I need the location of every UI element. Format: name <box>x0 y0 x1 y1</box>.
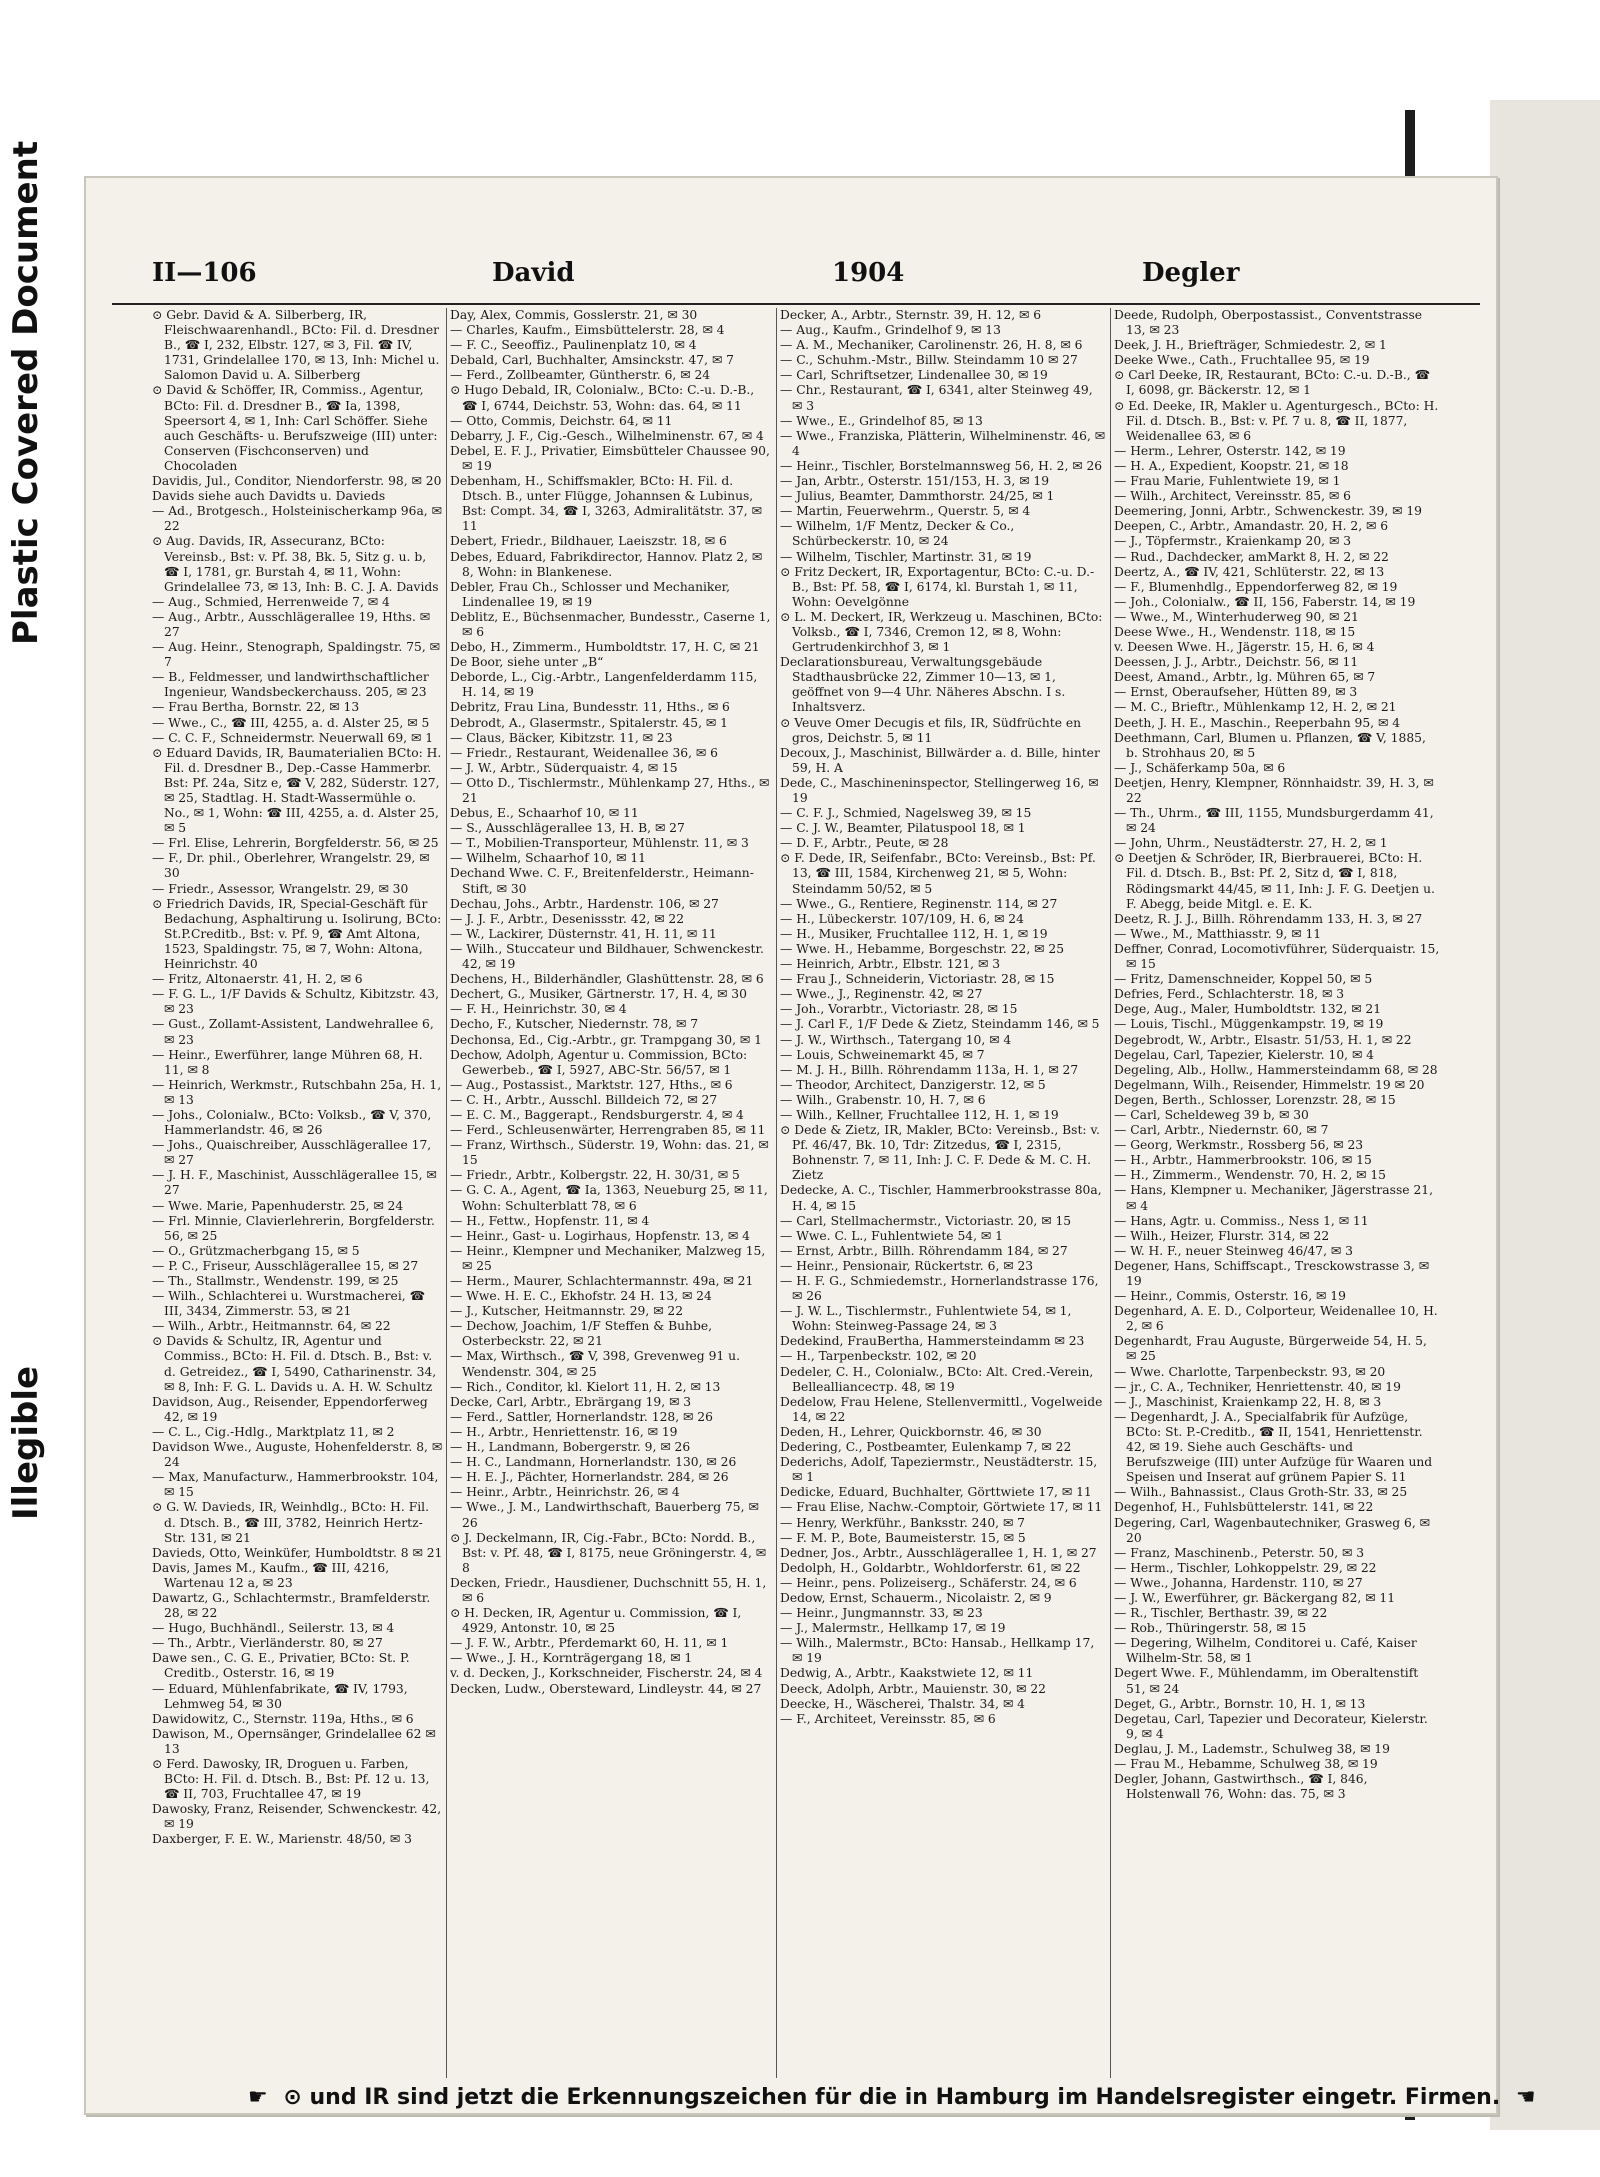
directory-entry: — Eduard, Mühlenfabrikate, ☎ IV, 1793, Lehmweg 54, ✉ 30 <box>152 1681 408 1711</box>
directory-entry: — Heinr., pens. Polizeiserg., Schäferstr. 24, ✉ 6 <box>780 1575 1077 1590</box>
directory-entry: — Heinr., Ewerführer, lange Mühren 68, H. 11, ✉ 8 <box>152 1047 423 1077</box>
directory-entry: — W. H. F., neuer Steinweg 46/47, ✉ 3 <box>1114 1243 1353 1258</box>
directory-entry: De Boor, siehe unter „B“ <box>450 655 604 670</box>
directory-entry: Deblitz, E., Büchsenmacher, Bundesstr., Caserne 1, ✉ 6 <box>450 609 771 639</box>
directory-entry: Deethmann, Carl, Blumen u. Pflanzen, ☎ V, 1885, b. Strohhaus 20, ✉ 5 <box>1114 730 1426 760</box>
header-rule <box>112 303 1480 305</box>
page-footer <box>240 2085 1536 2119</box>
directory-entry: — Wilh., Stuccateur und Bildhauer, Schwenckestr. 42, ✉ 19 <box>450 941 764 972</box>
right-running-head: Degler <box>1142 258 1240 288</box>
directory-entry: Deffner, Conrad, Locomotivführer, Süderquaistr. 15, ✉ 15 <box>1114 941 1440 972</box>
directory-entry: — C. H., Arbtr., Ausschl. Billdeich 72, ✉ 27 <box>450 1092 718 1107</box>
directory-entry: — Frl. Minnie, Clavierlehrerin, Borgfelderstr. 56, ✉ 25 <box>152 1213 435 1243</box>
directory-entry: — Wwe. H., Hebamme, Borgeschstr. 22, ✉ 25 <box>780 941 1065 956</box>
directory-entry: — Th., Uhrm., ☎ III, 1155, Mundsburgerdamm 41, ✉ 24 <box>1114 806 1434 836</box>
directory-entry: — Frau M., Hebamme, Schulweg 38, ✉ 19 <box>1114 1757 1378 1771</box>
directory-entry: — Aug., Schmied, Herrenweide 7, ✉ 4 <box>152 594 390 609</box>
directory-entry: Deget, G., Arbtr., Bornstr. 10, H. 1, ✉ 13 <box>1114 1696 1366 1711</box>
pointing-hand-icon: ☚ <box>1515 2085 1536 2110</box>
directory-entry: — Ferd., Zollbeamter, Güntherstr. 6, ✉ 24 <box>450 368 711 383</box>
directory-entry: Debenham, H., Schiffsmakler, BCto: H. Fil. d. Dtsch. B., unter Flügge, Johannsen & Lubinus, Bst: Compt. 34, ☎ I, 3263, Admiralitätstr. 37, ✉ 11 <box>450 474 762 534</box>
directory-entry: — Wwe., G., Rentiere, Reginenstr. 114, ✉ 27 <box>780 896 1058 911</box>
directory-entry: — Hugo, Buchhändl., Seilerstr. 13, ✉ 4 <box>152 1621 395 1636</box>
directory-entry: Deek, J. H., Briefträger, Schmiedestr. 2, ✉ 1 <box>1114 338 1387 353</box>
directory-entry: ⊙ Hugo Debald, IR, Colonialw., BCto: C.-u. D.-B., ☎ I, 6744, Deichstr. 53, Wohn: das. 64, ✉ 11 <box>450 383 755 413</box>
directory-entry: Deeke Wwe., Cath., Fruchtallee 95, ✉ 19 <box>1114 353 1370 368</box>
directory-entry: — Chr., Restaurant, ☎ I, 6341, alter Steinweg 49, ✉ 3 <box>780 383 1093 413</box>
directory-entry: — Fritz, Altonaerstr. 41, H. 2, ✉ 6 <box>152 972 363 987</box>
directory-entry: — Heinrich, Werkmstr., Rutschbahn 25a, H. 1, ✉ 13 <box>152 1077 442 1107</box>
directory-entry: Dedekind, FrauBertha, Hammersteindamm ✉ 23 <box>780 1334 1085 1349</box>
directory-entry: — H., Arbtr., Henriettenstr. 16, ✉ 19 <box>450 1424 678 1439</box>
directory-entry: — Wwe. C. L., Fuhlentwiete 54, ✉ 1 <box>780 1228 1003 1243</box>
directory-entry: Dawison, M., Opernsänger, Grindelallee 62 ✉ 13 <box>152 1726 436 1756</box>
directory-entry: Debert, Friedr., Bildhauer, Laeiszstr. 18, ✉ 6 <box>450 534 727 549</box>
directory-entry: Dechens, H., Bilderhändler, Glashüttenstr. 28, ✉ 6 <box>450 972 764 987</box>
year-heading: 1904 <box>832 258 905 288</box>
directory-entry: Dedicke, Eduard, Buchhalter, Görttwiete 17, ✉ 11 <box>780 1485 1092 1500</box>
directory-entry: Debritz, Frau Lina, Bundesstr. 11, Hths., ✉ 6 <box>450 700 730 715</box>
directory-entry: — Ad., Brotgesch., Holsteinischerkamp 96a, ✉ 22 <box>152 504 442 534</box>
directory-entry: ⊙ Deetjen & Schröder, IR, Bierbrauerei, BCto: H. Fil. d. Dtsch. B., Bst: Pf. 2, Sitz d, ☎ I, 818, Rödingsmarkt 44/45, ✉ 11, Inh: J. F. G. Deetjen u. F. Abegg, beide Mitgl. e. E. K. <box>1114 851 1435 911</box>
directory-entry: Daxberger, F. E. W., Marienstr. 48/50, ✉ 3 <box>152 1832 412 1847</box>
directory-entry: — H., Zimmerm., Wendenstr. 70, H. 2, ✉ 15 <box>1114 1168 1387 1183</box>
directory-entry: Deese Wwe., H., Wendenstr. 118, ✉ 15 <box>1114 624 1356 639</box>
directory-entry: — M. C., Brieftr., Mühlenkamp 12, H. 2, ✉ 21 <box>1114 700 1397 715</box>
directory-entry: — J. H. F., Maschinist, Ausschlägerallee 15, ✉ 27 <box>152 1168 437 1198</box>
directory-entry: — Wilh., Arbtr., Heitmannstr. 64, ✉ 22 <box>152 1319 391 1334</box>
directory-entry: — J. W., Arbtr., Süderquaistr. 4, ✉ 15 <box>450 760 678 775</box>
directory-entry: — Wwe., J. H., Kornträgergang 18, ✉ 1 <box>450 1651 693 1666</box>
directory-entry: — Ferd., Schleusenwärter, Herrengraben 85, ✉ 11 <box>450 1123 766 1138</box>
directory-entry: Deetz, R. J. J., Billh. Röhrendamm 133, H. 3, ✉ 27 <box>1114 911 1423 926</box>
directory-entry: ⊙ Veuve Omer Decugis et fils, IR, Südfrüchte en gros, Deichstr. 5, ✉ 11 <box>780 715 1082 745</box>
directory-entry: — H., Tarpenbeckstr. 102, ✉ 20 <box>780 1349 977 1364</box>
directory-entry: ⊙ J. Deckelmann, IR, Cig.-Fabr., BCto: Nordd. B., Bst: v. Pf. 48, ☎ I, 8175, neue Gröningerstr. 4, ✉ 8 <box>450 1530 767 1575</box>
directory-entry: — F., Architeet, Vereinsstr. 85, ✉ 6 <box>780 1711 996 1726</box>
directory-entry: — P. C., Friseur, Ausschlägerallee 15, ✉ 27 <box>152 1258 419 1273</box>
directory-entry: — Wwe., M., Matthiasstr. 9, ✉ 11 <box>1114 926 1322 941</box>
directory-entry: — Louis, Tischl., Müggenkampstr. 19, ✉ 19 <box>1114 1017 1384 1032</box>
directory-entry: — Heinr., Pensionair, Rückertstr. 6, ✉ 23 <box>780 1258 1034 1273</box>
directory-entry: Degeling, Alb., Hollw., Hammersteindamm 68, ✉ 28 <box>1114 1062 1438 1077</box>
directory-entry: — Henry, Werkführ., Banksstr. 240, ✉ 7 <box>780 1515 1025 1530</box>
directory-entry: — Wilh., Malermstr., BCto: Hansab., Hellkamp 17, ✉ 19 <box>780 1636 1095 1666</box>
directory-entry: Dechonsa, Ed., Cig.-Arbtr., gr. Trampgang 30, ✉ 1 <box>450 1032 762 1047</box>
directory-entry: — Wilhelm, 1/F Mentz, Decker & Co., Schürbeckerstr. 10, ✉ 24 <box>780 519 1015 549</box>
directory-entry: Degler, Johann, Gastwirthsch., ☎ I, 846, Holstenwall 76, Wohn: das. 75, ✉ 3 <box>1114 1772 1368 1802</box>
directory-entry: Debo, H., Zimmerm., Humboldtstr. 17, H. C, ✉ 21 <box>450 640 760 655</box>
directory-entry: Deetjen, Henry, Klempner, Rönnhaidstr. 39, H. 3, ✉ 22 <box>1114 775 1434 805</box>
directory-entry: — Aug., Arbtr., Ausschlägerallee 19, Hths. ✉ 27 <box>152 609 431 639</box>
directory-entry: ⊙ L. M. Deckert, IR, Werkzeug u. Maschinen, BCto: Volksb., ☎ I, 7346, Cremon 12, ✉ 8, Wohn: Gertrudenkirchhof 3, ✉ 1 <box>780 609 1103 655</box>
directory-entry: ⊙ Eduard Davids, IR, Baumaterialien BCto: H. Fil. d. Dresdner B., Dep.-Casse Hammerbr. Bst: Pf. 24a, Sitz e, ☎ V, 282, Süderstr. 127, ✉ 25, Stadtlag. H. Stadt-Wassermühle o. No., ✉ 1, Wohn: ☎ III, 4255, a. d. Alster 25, ✉ 5 <box>152 745 442 836</box>
directory-entry: — Max, Manufacturw., Hammerbrookstr. 104, ✉ 15 <box>152 1470 439 1500</box>
directory-entry: Dechau, Johs., Arbtr., Hardenstr. 106, ✉ 27 <box>450 896 719 911</box>
directory-entry: Deeth, J. H. E., Maschin., Reeperbahn 95, ✉ 4 <box>1114 715 1401 730</box>
directory-entry: — J., Töpfermstr., Kraienkamp 20, ✉ 3 <box>1114 534 1352 549</box>
directory-entry: — Herm., Tischler, Lohkoppelstr. 29, ✉ 22 <box>1114 1560 1377 1575</box>
directory-entry: — Heinr., Jungmannstr. 33, ✉ 23 <box>780 1606 983 1621</box>
directory-entry: — Joh., Colonialw., ☎ II, 156, Faberstr. 14, ✉ 19 <box>1114 594 1416 609</box>
directory-column-4 <box>1114 308 1440 2083</box>
directory-entry: Deemering, Jonni, Arbtr., Schwenckestr. 39, ✉ 19 <box>1114 504 1423 519</box>
directory-entry: — J., Maschinist, Kraienkamp 22, H. 8, ✉ 3 <box>1114 1394 1382 1409</box>
directory-entry: ⊙ Gebr. David & A. Silberberg, IR, Fleischwaarenhandl., BCto: Fil. d. Dresdner B., ☎ I, 232, Elbstr. 127, ✉ 3, Fil. ☎ IV, 1731, Grindelallee 170, ✉ 13, Inh: Michel u. Salomon David u. A. Silberberg <box>152 308 440 383</box>
directory-entry: — Johs., Quaischreiber, Ausschlägerallee 17, ✉ 27 <box>152 1138 432 1168</box>
directory-entry: — Johs., Colonialw., BCto: Volksb., ☎ V, 370, Hammerlandstr. 46, ✉ 26 <box>152 1107 432 1138</box>
directory-entry: — Jan, Arbtr., Osterstr. 151/153, H. 3, ✉ 19 <box>780 474 1050 489</box>
directory-entry: Deessen, J. J., Arbtr., Deichstr. 56, ✉ 11 <box>1114 655 1359 670</box>
directory-entry: — Joh., Vorarbtr., Victoriastr. 28, ✉ 15 <box>780 1002 1018 1017</box>
directory-entry: Degenhof, H., Fuhlsbüttelerstr. 141, ✉ 22 <box>1114 1500 1374 1515</box>
directory-entry: — Frl. Elise, Lehrerin, Borgfelderstr. 56, ✉ 25 <box>152 836 439 851</box>
pointing-hand-icon: ☛ <box>248 2085 268 2110</box>
directory-entry: — J., Malermstr., Hellkamp 17, ✉ 19 <box>780 1621 1006 1636</box>
directory-entry: — B., Feldmesser, und landwirthschaftlicher Ingenieur, Wandsbeckerchauss. 205, ✉ 23 <box>152 670 429 700</box>
directory-entry: Decke, Carl, Arbtr., Ebrärgang 19, ✉ 3 <box>450 1394 692 1409</box>
directory-entry: — F., Dr. phil., Oberlehrer, Wrangelstr. 29, ✉ 30 <box>152 851 430 881</box>
directory-entry: — Degering, Wilhelm, Conditorei u. Café, Kaiser Wilhelm-Str. 58, ✉ 1 <box>1114 1636 1417 1666</box>
directory-entry: Deecke, H., Wäscherei, Thalstr. 34, ✉ 4 <box>780 1696 1025 1711</box>
directory-entry: Decho, F., Kutscher, Niedernstr. 78, ✉ 7 <box>450 1017 699 1032</box>
directory-entry: — Wilh., Kellner, Fruchtallee 112, H. 1, ✉ 19 <box>780 1107 1059 1122</box>
directory-entry: Deborde, L., Cig.-Arbtr., Langenfelderdamm 115, H. 14, ✉ 19 <box>450 670 758 700</box>
directory-entry: Deepen, C., Arbtr., Amandastr. 20, H. 2, ✉ 6 <box>1114 519 1389 534</box>
directory-entry: — John, Uhrm., Neustädterstr. 27, H. 2, ✉ 1 <box>1114 836 1388 851</box>
directory-entry: — Louis, Schweinemarkt 45, ✉ 7 <box>780 1047 985 1062</box>
directory-entry: — Claus, Bäcker, Kibitzstr. 11, ✉ 23 <box>450 730 673 745</box>
directory-entry: — Wwe. Marie, Papenhuderstr. 25, ✉ 24 <box>152 1198 404 1213</box>
directory-entry: — Wwe., J., Reginenstr. 42, ✉ 27 <box>780 987 983 1002</box>
directory-entry: — J. W. L., Tischlermstr., Fuhlentwiete 54, ✉ 1, Wohn: Steinweg-Passage 24, ✉ 3 <box>780 1304 1072 1334</box>
directory-entry: — Wwe., E., Grindelhof 85, ✉ 13 <box>780 413 983 428</box>
directory-entry: — J., Schäferkamp 50a, ✉ 6 <box>1114 760 1286 775</box>
directory-entry: — F. M. P., Bote, Baumeisterstr. 15, ✉ 5 <box>780 1530 1026 1545</box>
directory-entry: Debler, Frau Ch., Schlosser und Mechaniker, Lindenallee 19, ✉ 19 <box>450 579 731 609</box>
directory-entry: — Theodor, Architect, Danzigerstr. 12, ✉ 5 <box>780 1077 1046 1092</box>
directory-entry: — H., Arbtr., Hammerbrookstr. 106, ✉ 15 <box>1114 1153 1372 1168</box>
directory-entry: — Martin, Feuerwehrm., Querstr. 5, ✉ 4 <box>780 504 1031 519</box>
directory-entry: — Otto D., Tischlermstr., Mühlenkamp 27, Hths., ✉ 21 <box>450 775 770 805</box>
directory-entry: — Herm., Maurer, Schlachtermannstr. 49a, ✉ 21 <box>450 1274 754 1288</box>
directory-entry: — A. M., Mechaniker, Carolinenstr. 26, H. 8, ✉ 6 <box>780 338 1083 353</box>
page-number: II—106 <box>152 258 257 288</box>
directory-entry: ⊙ Davids & Schultz, IR, Agentur und Commiss., BCto: H. Fil. d. Dtsch. B., Bst: v. d. Getreidez., ☎ I, 5490, Catharinenstr. 34, ✉ 8, Inh: F. G. L. Davids u. A. H. W. Schultz <box>152 1334 437 1394</box>
directory-entry: — Aug., Kaufm., Grindelhof 9, ✉ 13 <box>780 323 1001 338</box>
directory-entry: ⊙ Ferd. Dawosky, IR, Droguen u. Farben, BCto: H. Fil. d. Dtsch. B., Bst: Pf. 12 u. 13, ☎ II, 703, Fruchtallee 47, ✉ 19 <box>152 1757 430 1802</box>
directory-entry: — H. E. J., Pächter, Hornerlandstr. 284, ✉ 26 <box>450 1470 729 1485</box>
directory-entry: Degen, Berth., Schlosser, Lorenzstr. 28, ✉ 15 <box>1114 1092 1396 1107</box>
directory-entry: Dedner, Jos., Arbtr., Ausschlägerallee 1, H. 1, ✉ 27 <box>780 1545 1097 1560</box>
directory-entry: — C. F. J., Schmied, Nagelsweg 39, ✉ 15 <box>780 806 1032 821</box>
directory-entry: — Friedr., Arbtr., Kolbergstr. 22, H. 30/31, ✉ 5 <box>450 1168 740 1183</box>
directory-entry: Debrodt, A., Glasermstr., Spitalerstr. 45, ✉ 1 <box>450 715 728 730</box>
directory-columns <box>112 308 1482 2083</box>
directory-entry: Debald, Carl, Buchhalter, Amsinckstr. 47, ✉ 7 <box>450 353 734 368</box>
directory-entry: — Gust., Zollamt-Assistent, Landwehrallee 6, ✉ 23 <box>152 1017 434 1047</box>
directory-entry: Dawartz, G., Schlachtermstr., Bramfelderstr. 28, ✉ 22 <box>152 1590 431 1621</box>
directory-entry: — F., Blumenhdlg., Eppendorferweg 82, ✉ 19 <box>1114 579 1398 594</box>
directory-entry: — F. C., Seeoffiz., Paulinenplatz 10, ✉ 4 <box>450 338 697 353</box>
directory-entry: — Heinr., Commis, Osterstr. 16, ✉ 19 <box>1114 1289 1346 1304</box>
directory-entry: — Carl, Scheldeweg 39 b, ✉ 30 <box>1114 1107 1309 1122</box>
directory-entry: — Rich., Conditor, kl. Kielort 11, H. 2, ✉ 13 <box>450 1379 721 1394</box>
directory-entry: Davis, James M., Kaufm., ☎ III, 4216, Wartenau 12 a, ✉ 23 <box>152 1560 390 1590</box>
directory-entry: Debes, Eduard, Fabrikdirector, Hannov. Platz 2, ✉ 8, Wohn: in Blankenese. <box>450 549 763 579</box>
directory-entry: Debel, E. F. J., Privatier, Eimsbütteler Chaussee 90, ✉ 19 <box>450 443 770 473</box>
directory-entry: — Wilh., Heizer, Flurstr. 314, ✉ 22 <box>1114 1228 1330 1243</box>
directory-entry: — Wwe., C., ☎ III, 4255, a. d. Alster 25, ✉ 5 <box>152 715 430 730</box>
directory-entry: ⊙ Ed. Deeke, IR, Makler u. Agenturgesch., BCto: H. Fil. d. Dtsch. B., Bst: v. Pf. 7 u. 8, ☎ II, 1877, Weidenallee 63, ✉ 6 <box>1114 398 1439 443</box>
directory-entry: — Wilh., Bahnassist., Claus Groth-Str. 33, ✉ 25 <box>1114 1485 1408 1500</box>
directory-entry: ⊙ Dede & Zietz, IR, Makler, BCto: Vereinsb., Bst: v. Pf. 46/47, Bk. 10, Tdr: Zitzedus, ☎ I, 2315, Bohnenstr. 7, ✉ 11, Inh: J. C. F. Dede & M. C. H. Zietz <box>780 1123 1100 1183</box>
directory-entry: — H., Fettw., Hopfenstr. 11, ✉ 4 <box>450 1213 650 1228</box>
directory-entry: — Wwe., Johanna, Hardenstr. 110, ✉ 27 <box>1114 1575 1363 1590</box>
directory-entry: ⊙ H. Decken, IR, Agentur u. Commission, ☎ I, 4929, Antonstr. 10, ✉ 25 <box>450 1606 742 1636</box>
footer-text: ⊙ und IR sind jetzt die Erkennungszeichen für die in Hamburg im Handelsregister eingetr. Firmen. <box>283 2085 1501 2110</box>
directory-entry: — J., Kutscher, Heitmannstr. 29, ✉ 22 <box>450 1304 684 1319</box>
directory-entry: ⊙ F. Dede, IR, Seifenfabr., BCto: Vereinsb., Bst: Pf. 13, ☎ III, 1584, Kirchenweg 21, ✉ 5, Wohn: Steindamm 50/52, ✉ 5 <box>780 851 1096 896</box>
directory-column-1 <box>152 308 444 2083</box>
directory-entry: Dawe sen., C. G. E., Privatier, BCto: St. P. Creditb., Osterstr. 16, ✉ 19 <box>152 1651 410 1681</box>
directory-entry: — J. J. F., Arbtr., Desenissstr. 42, ✉ 22 <box>450 911 685 926</box>
directory-entry: — Heinr., Klempner und Mechaniker, Malzweg 15, ✉ 25 <box>450 1243 766 1273</box>
directory-entry: Degenhard, A. E. D., Colporteur, Weidenallee 10, H. 2, ✉ 6 <box>1114 1304 1438 1334</box>
directory-entry: Dechow, Adolph, Agentur u. Commission, BCto: Gewerbeb., ☎ I, 5927, ABC-Str. 56/57, ✉ 1 <box>450 1047 748 1077</box>
directory-entry: — Frau Elise, Nachw.-Comptoir, Görtwiete 17, ✉ 11 <box>780 1500 1103 1515</box>
directory-entry: — Frau Marie, Fuhlentwiete 19, ✉ 1 <box>1114 474 1341 489</box>
directory-entry: — C. L., Cig.-Hdlg., Marktplatz 11, ✉ 2 <box>152 1424 395 1439</box>
directory-entry: Dedering, C., Postbeamter, Eulenkamp 7, ✉ 22 <box>780 1440 1072 1455</box>
directory-entry: — Rob., Thüringerstr. 58, ✉ 15 <box>1114 1621 1307 1636</box>
directory-entry: Degetau, Carl, Tapezier und Decorateur, Kielerstr. 9, ✉ 4 <box>1114 1711 1428 1741</box>
directory-entry: — Wwe., Franziska, Plätterin, Wilhelminenstr. 46, ✉ 4 <box>780 428 1106 458</box>
directory-entry: — Th., Arbtr., Vierländerstr. 80, ✉ 27 <box>152 1636 383 1651</box>
directory-entry: — Heinr., Gast- u. Logirhaus, Hopfenstr. 13, ✉ 4 <box>450 1228 750 1243</box>
directory-entry: — Ernst, Oberaufseher, Hütten 89, ✉ 3 <box>1114 685 1358 700</box>
directory-entry: ⊙ Friedrich Davids, IR, Special-Geschäft für Bedachung, Asphaltirung u. Isolirung, BCto: St.P.Creditb., Bst: v. Pf. 9, ☎ Amt Altona, 1523, Spaldingstr. 75, ✉ 7, Wohn: Altona, Heinrichstr. 40 <box>152 896 442 972</box>
directory-entry: Dederichs, Adolf, Tapeziermstr., Neustädterstr. 15, ✉ 1 <box>780 1455 1098 1485</box>
directory-entry: Davieds, Otto, Weinküfer, Humboldtstr. 8 ✉ 21 <box>152 1545 443 1560</box>
directory-entry: Degert Wwe. F., Mühlendamm, im Oberaltenstift 51, ✉ 24 <box>1114 1666 1419 1696</box>
directory-entry: — Friedr., Restaurant, Weidenallee 36, ✉ 6 <box>450 745 718 760</box>
directory-entry: — O., Grützmacherbgang 15, ✉ 5 <box>152 1243 360 1258</box>
directory-entry: Deeck, Adolph, Arbtr., Mauienstr. 30, ✉ 22 <box>780 1681 1046 1696</box>
directory-entry: Degenhardt, Frau Auguste, Bürgerweide 54, H. 5, ✉ 25 <box>1114 1334 1427 1364</box>
directory-entry: Dedecke, A. C., Tischler, Hammerbrookstrasse 80a, H. 4, ✉ 15 <box>780 1183 1102 1213</box>
directory-entry: Degering, Carl, Wagenbautechniker, Grasweg 6, ✉ 20 <box>1114 1515 1430 1545</box>
directory-entry: — J. F. W., Arbtr., Pferdemarkt 60, H. 11, ✉ 1 <box>450 1636 729 1651</box>
directory-entry: Decker, A., Arbtr., Sternstr. 39, H. 12, ✉ 6 <box>780 308 1042 322</box>
directory-entry: — R., Tischler, Berthastr. 39, ✉ 22 <box>1114 1606 1328 1621</box>
directory-entry: ⊙ Aug. Davids, IR, Assecuranz, BCto: Vereinsb., Bst: v. Pf. 38, Bk. 5, Sitz g. u. b, ☎ I, 1781, gr. Burstah 4, ✉ 11, Wohn: Grindelallee 73, ✉ 13, Inh: B. C. J. A. Davids <box>152 534 439 594</box>
directory-entry: Degelau, Carl, Tapezier, Kielerstr. 10, ✉ 4 <box>1114 1047 1374 1062</box>
directory-entry: — Aug., Postassist., Marktstr. 127, Hths., ✉ 6 <box>450 1077 733 1092</box>
directory-entry: — Heinrich, Arbtr., Elbstr. 121, ✉ 3 <box>780 957 1001 972</box>
directory-entry: — Frau J., Schneiderin, Victoriastr. 28, ✉ 15 <box>780 972 1055 987</box>
directory-entry: — Charles, Kaufm., Eimsbüttelerstr. 28, ✉ 4 <box>450 323 725 338</box>
directory-entry: Deest, Amand., Arbtr., lg. Mühren 65, ✉ 7 <box>1114 670 1376 685</box>
directory-entry: Decken, Friedr., Hausdiener, Duchschnitt 55, H. 1, ✉ 6 <box>450 1575 767 1605</box>
left-running-head: David <box>492 258 575 288</box>
directory-entry: Day, Alex, Commis, Gosslerstr. 21, ✉ 30 <box>450 308 698 322</box>
directory-entry: — Wwe., J. M., Landwirthschaft, Bauerberg 75, ✉ 26 <box>450 1500 759 1530</box>
directory-entry: — Rud., Dachdecker, amMarkt 8, H. 2, ✉ 22 <box>1114 549 1389 564</box>
directory-entry: v. d. Decken, J., Korkschneider, Fischerstr. 24, ✉ 4 <box>450 1666 763 1681</box>
directory-entry: — G. C. A., Agent, ☎ Ia, 1363, Neueburg 25, ✉ 11, Wohn: Schulterblatt 78, ✉ 6 <box>450 1183 768 1213</box>
directory-entry: — Wilh., Architect, Vereinsstr. 85, ✉ 6 <box>1114 489 1351 504</box>
directory-entry: — Carl, Schriftsetzer, Lindenallee 30, ✉ 19 <box>780 368 1048 383</box>
directory-entry: — Heinr., Arbtr., Heinrichstr. 26, ✉ 4 <box>450 1485 680 1500</box>
directory-entry: — C., Schuhm.-Mstr., Billw. Steindamm 10 ✉ 27 <box>780 353 1078 368</box>
directory-column-2 <box>450 308 772 2083</box>
directory-entry: ⊙ Carl Deeke, IR, Restaurant, BCto: C.-u. D.-B., ☎ I, 6098, gr. Bäckerstr. 12, ✉ 1 <box>1114 368 1430 398</box>
directory-entry: — Dechow, Joachim, 1/F Steffen & Buhbe, Osterbeckstr. 22, ✉ 21 <box>450 1319 712 1349</box>
directory-entry: — jr., C. A., Techniker, Henriettenstr. 40, ✉ 19 <box>1114 1379 1401 1394</box>
directory-entry: Decken, Ludw., Obersteward, Lindleystr. 44, ✉ 27 <box>450 1681 762 1696</box>
directory-entry: — Carl, Arbtr., Niedernstr. 60, ✉ 7 <box>1114 1123 1329 1138</box>
directory-entry: Dedow, Ernst, Schauerm., Nicolaistr. 2, ✉ 9 <box>780 1590 1052 1605</box>
directory-entry: — Carl, Stellmachermstr., Victoriastr. 20, ✉ 15 <box>780 1213 1072 1228</box>
directory-entry: Deede, Rudolph, Oberpostassist., Conventstrasse 13, ✉ 23 <box>1114 308 1423 338</box>
directory-entry: — Fritz, Damenschneider, Koppel 50, ✉ 5 <box>1114 972 1373 987</box>
directory-entry: Deertz, A., ☎ IV, 421, Schlüterstr. 22, ✉ 13 <box>1114 564 1385 579</box>
directory-entry: v. Deesen Wwe. H., Jägerstr. 15, H. 6, ✉ 4 <box>1114 640 1375 655</box>
directory-entry: Dawidowitz, C., Sternstr. 119a, Hths., ✉ 6 <box>152 1711 414 1726</box>
directory-entry: — F. H., Heinrichstr. 30, ✉ 4 <box>450 1002 627 1017</box>
directory-entry: — T., Mobilien-Transporteur, Mühlenstr. 11, ✉ 3 <box>450 836 749 851</box>
directory-entry: — Degenhardt, J. A., Specialfabrik für Aufzüge, BCto: St. P.-Creditb., ☎ II, 1541, Henriettenstr. 42, ✉ 19. Siehe auch Geschäfts- und Berufszweige (III) unter Aufzüge für Waaren und Speisen und Inserat auf grünem Papier S. 11 <box>1114 1409 1433 1485</box>
directory-entry: — Franz, Maschinenb., Peterstr. 50, ✉ 3 <box>1114 1545 1365 1560</box>
directory-entry: — Friedr., Assessor, Wrangelstr. 29, ✉ 30 <box>152 881 409 896</box>
directory-entry: — Frau Bertha, Bornstr. 22, ✉ 13 <box>152 700 360 715</box>
directory-entry: Debus, E., Schaarhof 10, ✉ 11 <box>450 806 639 821</box>
directory-entry: — C. C. F., Schneidermstr. Neuerwall 69, ✉ 1 <box>152 730 434 745</box>
directory-entry: — Otto, Commis, Deichstr. 64, ✉ 11 <box>450 413 673 428</box>
directory-entry: — Aug. Heinr., Stenograph, Spaldingstr. 75, ✉ 7 <box>152 640 440 670</box>
directory-entry: Deglau, J. M., Lademstr., Schulweg 38, ✉ 19 <box>1114 1741 1390 1756</box>
directory-entry: Dege, Aug., Maler, Humboldtstr. 132, ✉ 21 <box>1114 1002 1382 1017</box>
directory-entry: Dechand Wwe. C. F., Breitenfelderstr., Heimann-Stift, ✉ 30 <box>450 866 754 896</box>
directory-column-3 <box>780 308 1106 2083</box>
directory-entry: — Heinr., Tischler, Borstelmannsweg 56, H. 2, ✉ 26 <box>780 458 1103 473</box>
directory-entry: Dede, C., Maschineninspector, Stellingerweg 16, ✉ 19 <box>780 775 1099 805</box>
directory-entry: — J. W., Wirthsch., Tatergang 10, ✉ 4 <box>780 1032 1012 1047</box>
directory-entry: — Julius, Beamter, Dammthorstr. 24/25, ✉ 1 <box>780 489 1055 504</box>
directory-entry: Dawosky, Franz, Reisender, Schwenckestr. 42, ✉ 19 <box>152 1802 442 1832</box>
directory-entry: — Ferd., Sattler, Hornerlandstr. 128, ✉ 26 <box>450 1409 713 1424</box>
directory-entry: — M. J. H., Billh. Röhrendamm 113a, H. 1, ✉ 27 <box>780 1062 1079 1077</box>
directory-entry: Davids siehe auch Davidts u. Davieds <box>152 489 386 504</box>
directory-entry: — Wilh., Schlachterei u. Wurstmacherei, ☎ III, 3434, Zimmerstr. 53, ✉ 21 <box>152 1289 425 1319</box>
directory-entry: Degener, Hans, Schiffscapt., Tresckowstrasse 3, ✉ 19 <box>1114 1258 1430 1288</box>
directory-entry: — W., Lackirer, Düsternstr. 41, H. 11, ✉ 11 <box>450 926 717 941</box>
directory-entry: — Wilh., Grabenstr. 10, H. 7, ✉ 6 <box>780 1092 986 1107</box>
directory-entry: ⊙ David & Schöffer, IR, Commiss., Agentur, BCto: Fil. d. Dresdner B., ☎ Ia, 1398, Speersort 4, ✉ 1, Inh: Carl Schöffer. Siehe auch Geschäfts- u. Berufszweige (III) unter: Conserven (Fischconserven) und Chocoladen <box>152 383 438 473</box>
directory-entry: Dedelow, Frau Helene, Stellenvermittl., Vogelweide 14, ✉ 22 <box>780 1394 1103 1424</box>
directory-entry: — S., Ausschlägerallee 13, H. B, ✉ 27 <box>450 821 685 836</box>
side-label-top-text: Plastic Covered Document <box>6 140 46 645</box>
directory-entry: — H., Musiker, Fruchtallee 112, H. 1, ✉ 19 <box>780 926 1048 941</box>
directory-entry: Davidson, Aug., Reisender, Eppendorferweg 42, ✉ 19 <box>152 1394 428 1424</box>
directory-entry: — Georg, Werkmstr., Rossberg 56, ✉ 23 <box>1114 1138 1364 1153</box>
side-label-bottom-text: Illegible <box>6 1365 46 1520</box>
directory-entry: — H. A., Expedient, Koopstr. 21, ✉ 18 <box>1114 458 1349 473</box>
directory-entry: — D. F., Arbtr., Peute, ✉ 28 <box>780 836 949 851</box>
directory-entry: ⊙ G. W. Davieds, IR, Weinhdlg., BCto: H. Fil. d. Dtsch. B., ☎ III, 3782, Heinrich Hertz-Str. 131, ✉ 21 <box>152 1500 430 1545</box>
directory-entry: — H., Lübeckerstr. 107/109, H. 6, ✉ 24 <box>780 911 1024 926</box>
directory-entry: Dedeler, C. H., Colonialw., BCto: Alt. Cred.-Verein, Belleallianceстр. 48, ✉ 19 <box>780 1364 1094 1394</box>
next-page-edge <box>1490 100 1600 2130</box>
directory-entry: — H., Landmann, Bobergerstr. 9, ✉ 26 <box>450 1440 691 1455</box>
directory-entry: Dedolph, H., Goldarbtr., Wohldorferstr. 61, ✉ 22 <box>780 1560 1081 1575</box>
directory-entry: ⊙ Fritz Deckert, IR, Exportagentur, BCto: C.-u. D.-B., Bst: Pf. 58, ☎ I, 6174, kl. Burstah 1, ✉ 11, Wohn: Oevelgönne <box>780 564 1095 609</box>
directory-entry: — H. F. G., Schmiedemstr., Hornerlandstrasse 176, ✉ 26 <box>780 1274 1099 1304</box>
directory-entry: — F. G. L., 1/F Davids & Schultz, Kibitzstr. 43, ✉ 23 <box>152 987 439 1017</box>
directory-entry: Defries, Ferd., Schlachterstr. 18, ✉ 3 <box>1114 987 1345 1002</box>
directory-entry: — C. J. W., Beamter, Pilatuspool 18, ✉ 1 <box>780 821 1026 836</box>
directory-entry: Dechert, G., Musiker, Gärtnerstr. 17, H. 4, ✉ 30 <box>450 987 747 1002</box>
directory-entry: — H. C., Landmann, Hornerlandstr. 130, ✉ 26 <box>450 1455 737 1470</box>
directory-entry: Dedwig, A., Arbtr., Kaakstwiete 12, ✉ 11 <box>780 1666 1034 1681</box>
directory-entry: — J. Carl F., 1/F Dede & Zietz, Steindamm 146, ✉ 5 <box>780 1017 1100 1032</box>
directory-entry: — Wwe. Charlotte, Tarpenbeckstr. 93, ✉ 20 <box>1114 1364 1386 1379</box>
directory-entry: — Franz, Wirthsch., Süderstr. 19, Wohn: das. 21, ✉ 15 <box>450 1138 769 1168</box>
directory-entry: — E. C. M., Baggerapt., Rendsburgerstr. 4, ✉ 4 <box>450 1107 744 1122</box>
directory-entry: Decoux, J., Maschinist, Billwärder a. d. Bille, hinter 59, H. A <box>780 745 1100 775</box>
directory-entry: — Th., Stallmstr., Wendenstr. 199, ✉ 25 <box>152 1274 399 1288</box>
directory-entry: Degelmann, Wilh., Reisender, Himmelstr. 19 ✉ 20 <box>1114 1077 1425 1092</box>
directory-entry: — J. W., Ewerführer, gr. Bäckergang 82, ✉ 11 <box>1114 1590 1396 1605</box>
directory-entry: — Wwe., M., Winterhuderweg 90, ✉ 21 <box>1114 609 1359 624</box>
directory-entry: — Hans, Agtr. u. Commiss., Ness 1, ✉ 11 <box>1114 1213 1369 1228</box>
directory-entry: Deden, H., Lehrer, Quickbornstr. 46, ✉ 30 <box>780 1424 1042 1439</box>
directory-entry: — Herm., Lehrer, Osterstr. 142, ✉ 19 <box>1114 443 1346 458</box>
directory-entry: Davidis, Jul., Conditor, Niendorferstr. 98, ✉ 20 <box>152 474 442 489</box>
directory-entry: — Wilhelm, Tischler, Martinstr. 31, ✉ 19 <box>780 549 1032 564</box>
side-label-illegible <box>6 1365 46 1560</box>
directory-entry: Debarry, J. F., Cig.-Gesch., Wilhelminenstr. 67, ✉ 4 <box>450 428 764 443</box>
directory-entry: Degebrodt, W., Arbtr., Elsastr. 51/53, H. 1, ✉ 22 <box>1114 1032 1412 1047</box>
directory-entry: Davidson Wwe., Auguste, Hohenfelderstr. 8, ✉ 24 <box>152 1440 443 1470</box>
directory-entry: — Wilhelm, Schaarhof 10, ✉ 11 <box>450 851 646 866</box>
directory-entry: — Ernst, Arbtr., Billh. Röhrendamm 184, ✉ 27 <box>780 1243 1068 1258</box>
directory-entry: — Hans, Klempner u. Mechaniker, Jägerstrasse 21, ✉ 4 <box>1114 1183 1434 1213</box>
page-header <box>112 258 1482 298</box>
directory-entry: — Max, Wirthsch., ☎ V, 398, Grevenweg 91 u. Wendenstr. 304, ✉ 25 <box>450 1349 740 1379</box>
directory-entry: — Wwe. H. E. C., Ekhofstr. 24 H. 13, ✉ 24 <box>450 1289 712 1304</box>
directory-entry: Declarationsbureau, Verwaltungsgebäude Stadthausbrücke 22, Zimmer 10—13, ✉ 1, geöffnet von 9—4 Uhr. Näheres Abschn. I s. Inhaltsverz. <box>780 655 1066 715</box>
side-label-plastic-covered <box>6 140 46 685</box>
